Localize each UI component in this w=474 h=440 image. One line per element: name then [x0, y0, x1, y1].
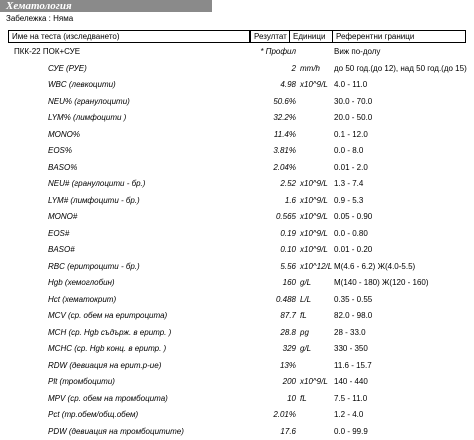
test-reference: 20.0 - 50.0 — [334, 113, 373, 122]
test-result: 0.488 — [275, 294, 296, 304]
test-name: WBC (левкоцити) — [48, 80, 116, 89]
table-row — [0, 424, 474, 440]
test-reference: M(140 - 180) Ж(120 - 160) — [334, 278, 429, 287]
test-result: 2 — [291, 63, 296, 73]
test-result: 87.7 — [280, 311, 296, 320]
table-row — [0, 407, 474, 423]
table-row — [0, 325, 474, 341]
test-reference: 330 - 350 — [334, 344, 368, 353]
test-units: x10^9/L — [300, 179, 328, 188]
test-result: 5.56 — [280, 261, 296, 271]
test-name: RDW (девиация на ерит.р-ие) — [48, 360, 162, 370]
test-units: L/L — [300, 294, 312, 304]
test-name: MONO# — [48, 212, 78, 221]
table-row — [0, 358, 474, 374]
test-name: LYM# (лимфоцити - бр.) — [48, 195, 140, 205]
table-row — [0, 391, 474, 407]
test-units: fL — [300, 311, 307, 320]
test-name: EOS# — [48, 228, 70, 238]
test-result: 160 — [282, 278, 296, 287]
test-reference: 0.0 - 99.9 — [334, 426, 368, 436]
test-units: x10^9/L — [300, 245, 328, 254]
test-name: MONO% — [48, 129, 80, 139]
table-row — [0, 374, 474, 390]
test-name: MCV (ср. обем на еритроцита) — [48, 311, 168, 320]
test-units: mm/h — [300, 63, 320, 73]
test-name: Pct (тр.обем/общ.обем) — [48, 410, 139, 419]
table-row — [0, 308, 474, 324]
table-row — [0, 160, 474, 176]
test-name: BASO% — [48, 162, 78, 172]
test-name: MPV (ср. обем на тромбоцита) — [48, 393, 168, 403]
table-row — [0, 176, 474, 192]
table-row — [0, 259, 474, 275]
table-row — [0, 110, 474, 126]
header-reference: Референтни граници — [332, 30, 466, 43]
test-reference: 4.0 - 11.0 — [334, 80, 368, 89]
test-result: 0.19 — [280, 228, 296, 238]
section-title: Хематология — [0, 0, 212, 12]
test-name: BASO# — [48, 245, 75, 254]
table-row — [0, 61, 474, 77]
test-result: 17.6 — [280, 426, 296, 436]
test-reference: Виж по-долу — [334, 47, 381, 56]
note-text: Забележка : Няма — [6, 14, 74, 23]
test-units: x10^12/L — [300, 261, 333, 271]
test-reference: до 50 год.(до 12), над 50 год.(до 15) — [334, 63, 467, 73]
test-name: СУЕ (РУЕ) — [48, 63, 87, 73]
table-row — [0, 143, 474, 159]
table-row — [0, 209, 474, 225]
test-result: 2.52 — [280, 179, 296, 188]
test-units: g/L — [300, 278, 312, 287]
table-row — [0, 292, 474, 308]
test-units: x10^9/L — [300, 228, 328, 238]
test-result: 3.81% — [273, 146, 296, 155]
test-name: NEU% (гранулоцити) — [48, 96, 130, 106]
header-test-name: Име на теста (изследването) — [8, 30, 250, 43]
test-result: 32.2% — [273, 113, 296, 122]
test-name: NEU# (гранулоцити - бр.) — [48, 179, 146, 188]
header-result: Резултат — [250, 30, 290, 43]
test-reference: 0.0 - 8.0 — [334, 146, 364, 155]
test-result: 50.6% — [273, 96, 296, 106]
test-reference: 28 - 33.0 — [334, 327, 366, 337]
table-row — [0, 341, 474, 357]
test-result: 0.565 — [275, 212, 296, 221]
table-row — [0, 226, 474, 242]
test-reference: 1.2 - 4.0 — [334, 410, 364, 419]
test-reference: 82.0 - 98.0 — [334, 311, 373, 320]
test-units: x10^9/L — [300, 212, 328, 221]
test-units: x10^9/L — [300, 195, 328, 205]
test-result: 10 — [287, 393, 296, 403]
test-result: 28.8 — [280, 327, 296, 337]
test-name: ПКК-22 ПОК+СУЕ — [14, 47, 81, 56]
table-row — [0, 44, 474, 60]
test-name: LYM% (лимфоцити ) — [48, 113, 127, 122]
test-result: 329 — [282, 344, 296, 353]
test-reference: 140 - 440 — [334, 377, 368, 386]
test-name: PDW (девиация на тромбоцитите) — [48, 426, 184, 436]
test-reference: 7.5 - 11.0 — [334, 393, 368, 403]
table-row — [0, 94, 474, 110]
test-reference: 0.01 - 2.0 — [334, 162, 368, 172]
table-row — [0, 275, 474, 291]
test-reference: 11.6 - 15.7 — [334, 360, 372, 370]
test-reference: 0.1 - 12.0 — [334, 129, 368, 139]
test-reference: 30.0 - 70.0 — [334, 96, 373, 106]
test-name: EOS% — [48, 146, 73, 155]
test-units: x10^9/L — [300, 80, 328, 89]
test-result: 1.6 — [284, 195, 296, 205]
test-reference: 0.35 - 0.55 — [334, 294, 373, 304]
header-units: Единици — [289, 30, 333, 43]
test-units: x10^9/L — [300, 377, 328, 386]
test-reference: 1.3 - 7.4 — [334, 179, 364, 188]
test-result: 4.98 — [280, 80, 296, 89]
test-reference: 0.05 - 0.90 — [334, 212, 373, 221]
test-units: g/L — [300, 344, 312, 353]
test-name: RBC (еритроцити - бр.) — [48, 261, 140, 271]
test-name: Hgb (хемоглобин) — [48, 278, 115, 287]
table-row — [0, 193, 474, 209]
test-name: Plt (тромбоцити) — [48, 377, 115, 386]
test-result: 200 — [282, 377, 296, 386]
test-result: 0.10 — [280, 245, 296, 254]
test-name: Hct (хематокрит) — [48, 294, 117, 304]
test-reference: 0.01 - 0.20 — [334, 245, 373, 254]
test-reference: 0.9 - 5.3 — [334, 195, 364, 205]
table-row — [0, 77, 474, 93]
test-result: 13% — [279, 360, 296, 370]
test-result: 2.04% — [273, 162, 296, 172]
test-units: fL — [300, 393, 307, 403]
test-result: * Профил — [260, 47, 296, 56]
test-name: MCH (ср. Hgb съдърж. в еритр. ) — [48, 327, 172, 337]
test-result: 2.01% — [273, 410, 296, 419]
test-units: pg — [300, 327, 309, 337]
test-reference: 0.0 - 0.80 — [334, 228, 368, 238]
table-row — [0, 242, 474, 258]
test-reference: M(4.6 - 6.2) Ж(4.0-5.5) — [334, 261, 416, 271]
table-row — [0, 127, 474, 143]
test-result: 11.4% — [273, 129, 296, 139]
test-name: MCHC (ср. Hgb конц. в еритр. ) — [48, 344, 167, 353]
